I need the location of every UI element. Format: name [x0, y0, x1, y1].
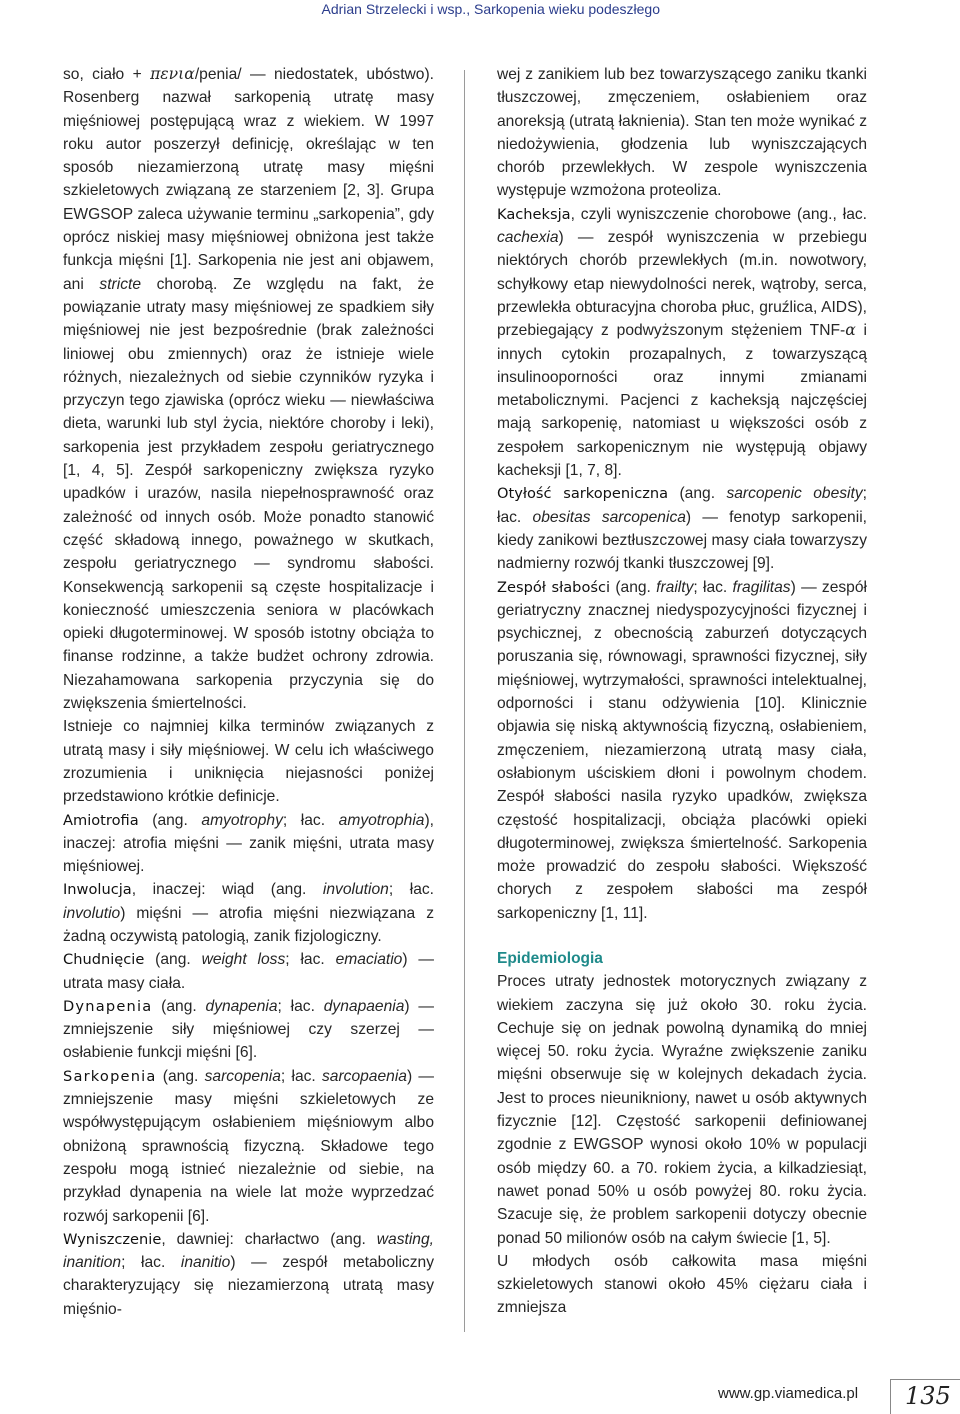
section-heading-epidemiologia: Epidemiologia: [497, 949, 603, 967]
italic-run: emaciatio: [335, 951, 403, 969]
italic-run: dynapaenia: [323, 997, 405, 1015]
text-run: ) mięśni — atrofia mięśni niezwiązana z żadną oczywistą patologią, zanik fizjologiczny.: [63, 904, 434, 945]
text-run: ; łac.: [277, 997, 324, 1015]
text-run: ) — fenotyp sarkopenii, kiedy zanikowi beztłuszczowej masy ciała towarzyszy nadmierny rozwój tkanki tłuszczowej [9].: [497, 508, 867, 573]
italic-run: fragilitas: [732, 578, 791, 596]
definition-kacheksja: [497, 203, 867, 483]
section-spacer: [497, 925, 867, 947]
italic-run: inanitio: [180, 1254, 231, 1272]
journal-url: www.gp.viamedica.pl: [718, 1385, 859, 1402]
wyniszczenie-continued: wej z zanikiem lub bez towarzyszącego zaniku tkanki tłuszczowej, zmęczeniem, osłabieniem oraz anoreksją (utratą łaknienia). Stan ten może wynikać z niedożywienia, głodzenia lub wyniszczających chorób przewlekłych. W zespole wyniszczenia występuje wzmożona proteoliza.: [497, 66, 867, 200]
text-run: ) — zmniejszenie siły mięśniowej czy szerzej — osłabienie funkcji mięśni [6].: [63, 997, 435, 1062]
definition-amiotrofia: [63, 809, 434, 879]
column-divider: [464, 70, 465, 1332]
definition-dynapenia: [63, 995, 434, 1065]
term-label: Otyłość sarkopeniczna: [497, 485, 669, 503]
right-column: [497, 63, 867, 1320]
italic-run: amyotrophia: [338, 811, 425, 829]
italic-run: amyotrophy: [201, 811, 283, 829]
text-run: ; łac.: [285, 951, 336, 969]
text-run: i innych cytokin prozapalnych, z towarzyszącą insulinooporności oraz innymi zmianami metabolicznymi. Pacjenci z kacheksją najczęściej mają sarkopenię, natomiast u większości osób z zespołem sarkopenicznym nie występują objawy kacheksji [1, 7, 8].: [497, 322, 867, 480]
intro-paragraph: [63, 63, 434, 715]
left-column: [63, 63, 434, 1321]
definition-zespol-slabosci: [497, 576, 867, 925]
italic-run: obesitas sarcopenica: [532, 508, 686, 526]
italic-run: sarcopenia: [204, 1067, 281, 1085]
text-run: (ang.: [668, 485, 727, 503]
text-run: ; łac.: [121, 1254, 181, 1272]
text-run: ; łac.: [280, 1067, 322, 1085]
text-run: ), inaczej: atrofia mięśni — zanik mięśni, utrata masy mięśniowej.: [63, 811, 434, 876]
italic-run: involution: [322, 881, 389, 899]
text-run: ) — zespół geriatryczny znacznej niedyspozycyjności fizycznej i psychicznej, z obecnością zaburzeń dotyczących poruszania się, równowagi, sprawności fizycznej, siły mięśniowej, wytrzymałości, sprawności intelektualnej, odporności i stanu odżywienia [10]. Klinicznie objawia się niską aktywnością fizyczną, osłabieniem, zmęczeniem, niezamierzoną utratą masy ciała, osłabionym uściskiem dłoni i powolnym chodem. Zespół słabości nasila ryzyko upadków, zwiększa częstość hospitalizacji, obciąża placówki opieki długoterminowej, zwiększa śmiertelność. Sarkopenia może prowadzić do zespołu słabości. Większość chorych z zespołem słabości ma zespół sarkopeniczny [1, 11].: [497, 578, 867, 922]
text-run: ) — zespół metaboliczny charakteryzujący się niezamierzoną utratą masy mięśnio-: [63, 1254, 434, 1318]
definition-inwolucja: [63, 878, 434, 948]
definition-otylosc-sarkopeniczna: [497, 482, 867, 575]
text-run: , inaczej: wiąd (ang.: [131, 881, 323, 899]
term-label: Amiotrofia: [63, 811, 139, 829]
text-run: (ang.: [138, 811, 202, 829]
text-run: ) — zespół wyniszczenia w przebiegu niektórych chorób przewlekłych (m.in. nowotwory, schyłkowy etap niewydolności nerek, wątroby, serca, przewlekła obturacyjna choroba płuc, gruźlica, AIDS), przebiegający z podwyższonym stężeniem TNF-: [497, 229, 867, 340]
italic-run: sarcopaenia: [322, 1067, 407, 1085]
term-label: Kacheksja: [497, 205, 571, 223]
italic-run: cachexia: [497, 229, 559, 247]
term-label: Inwolucja: [63, 881, 132, 899]
term-label: Wyniszczenie: [63, 1230, 162, 1248]
epidemiology-paragraph-1: Proces utraty jednostek motorycznych związany z wiekiem zaczyna się już około 30. roku życia. Cechuje się on jednak powolną dynamiką do mniej więcej 50. roku życia. Wyraźne zwiększenie zaniku mięśni obserwuje się w kolejnych dekadach życia. Jest to proces nieunikniony, nawet u osób aktywnych fizycznie [12]. Częstość sarkopenii definiowanej zgodnie z EWGSOP wynosi około 10% w populacji osób między 60. a 70. rokiem życia, a kilkadziesiąt, nawet ponad 50% u osób powyżej 80. roku życia. Szacuje się, że problem sarkopenii dotyczy obecnie ponad 50 milionów osób na całym świecie [1, 5].: [497, 973, 867, 1247]
term-label: Chudnięcie: [63, 951, 145, 969]
text-run: so, ciało +: [63, 66, 151, 83]
text-run: ; łac.: [388, 881, 434, 899]
definition-chudniecie: [63, 948, 434, 995]
greek-symbol: α: [845, 321, 856, 340]
epidemiology-paragraph-2: U młodych osób całkowita masa mięśni szkieletowych stanowi około 45% ciężaru ciała i zmniejsza: [497, 1252, 867, 1317]
terms-intro-paragraph: Istnieje co najmniej kilka terminów związanych z utratą masy i siły mięśniowej. W celu ich właściwego zrozumienia i uniknięcia niejasności poniżej przedstawiono krótkie definicje.: [63, 718, 434, 806]
italic-run: weight loss: [201, 951, 286, 969]
text-run: /penia/ — niedostatek, ubóstwo). Rosenberg nazwał sarkopenią utratę masy mięśniowej postępującą wraz z wiekiem. W 1997 roku autor poszerzył definicję, określając w ten sposób niezamierzoną utratę masy mięśni szkieletowych związaną ze starzeniem [2, 3]. Grupa EWGSOP zaleca używanie terminu „sarkopenia”, gdy oprócz niskiej masy mięśniowej obniżona jest także funkcja mięśni [1]. Sarkopenia nie jest ani objawem, ani: [63, 66, 434, 293]
definition-sarkopenia: [63, 1065, 434, 1228]
text-run: ; łac.: [282, 811, 339, 829]
text-run: chorobą. Ze względu na fakt, że powiązanie utraty masy mięśniowej ze spadkiem siły mięśniowej nie jest bezpośrednie (brak zależności liniowej obu zmiennych) oraz że istnieje wiele różnych, niezależnych od siebie czynników ryzyka i przyczyn tego zjawiska (oprócz wieku — niewłaściwa dieta, warunki lub styl życia, niektóre choroby i leki), sarkopenia jest przykładem zespołu geriatrycznego [1, 4, 5]. Zespół sarkopeniczny zwiększa ryzyko upadków i urazów, nasila niepełnosprawność oraz zależność od innych osób. Może ponadto stanowić część składową innego, poważnego w skutkach, zespołu geriatrycznego — syndromu słabości. Konsekwencją sarkopenii są częste hospitalizacje i konieczność umieszczenia seniora w placówkach opieki długoterminowej. W sposób istotny obciąża to finanse rodzinne, a także budżet ochrony zdrowia. Niezahamowana sarkopenia przyczynia się do zwiększenia śmiertelności.: [63, 275, 434, 713]
text-run: , dawniej: charłactwo (ang.: [161, 1230, 377, 1248]
text-run: ) — utrata masy ciała.: [63, 951, 435, 992]
text-run: ) — zmniejszenie masy mięśni szkieletowych ze współwystępującym osłabieniem mięśniowym albo obniżoną sprawnością fizyczną. Składowe tego zespołu mogą istnieć niezależnie od siebie, na przykład dynapenia na wiele lat może wyprzedzać rozwój sarkopenii [6].: [63, 1067, 435, 1225]
text-run: (ang.: [156, 1067, 205, 1085]
running-title: Adrian Strzelecki i wsp., Sarkopenia wieku podeszłego: [321, 1, 660, 17]
text-run: ; łac.: [693, 578, 733, 596]
term-label: Zespół słabości: [497, 578, 611, 596]
text-run: , czyli wyniszczenie chorobowe (ang., łac.: [570, 205, 867, 223]
term-label: Sarkopenia: [63, 1067, 157, 1085]
running-header: [0, 0, 960, 22]
footer-rule-horizontal: [890, 1379, 960, 1380]
text-run: (ang.: [144, 951, 202, 969]
italic-run: stricte: [99, 275, 142, 293]
definition-wyniszczenie: [63, 1228, 434, 1321]
text-run: (ang.: [152, 997, 206, 1015]
page-number: 135: [905, 1382, 951, 1410]
italic-run: sarcopenic obesity: [726, 485, 863, 503]
text-run: ; łac.: [497, 485, 867, 526]
italic-run: involutio: [63, 904, 121, 922]
italic-run: wasting, inanition: [63, 1230, 434, 1272]
term-label: Dynapenia: [63, 997, 153, 1015]
text-run: (ang.: [610, 578, 657, 596]
italic-run: frailty: [656, 578, 694, 596]
greek-word: πενια: [150, 65, 195, 83]
footer-rule-vertical: [890, 1379, 891, 1414]
italic-run: dynapenia: [205, 997, 278, 1015]
